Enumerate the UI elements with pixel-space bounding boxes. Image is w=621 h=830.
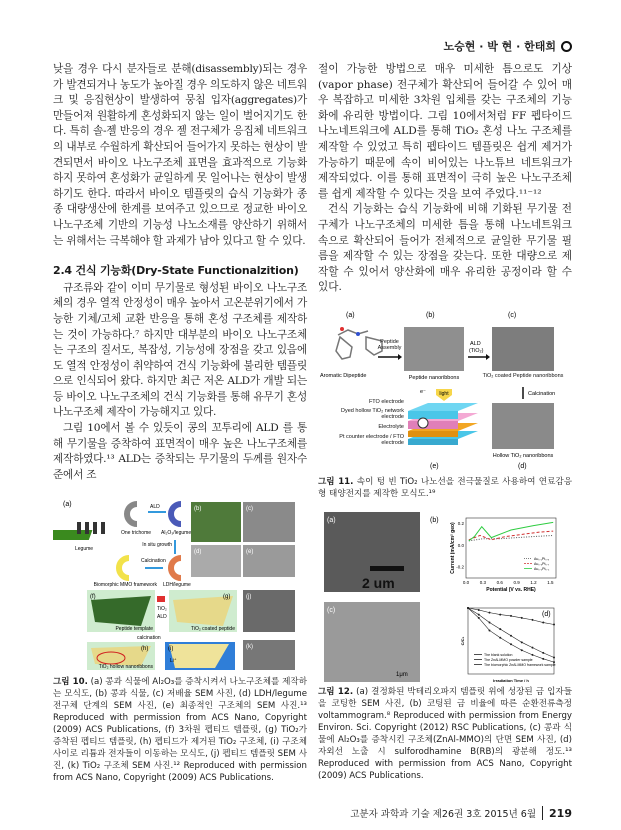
data-point <box>467 607 469 609</box>
caption-text: (a) 콩과 식물에 Al₂O₃를 증착시켜서 나노구조체를 제작하는 모식도, (b) 콩과 식물, (c) 저배율 SEM 사진, (d) LDH/legume 전구체 단계의 SEM 사진, (e) 최종적인 구조체의 SEM 사진.¹³ Reproduced with permission from ACS Nano, Copyright (2009) ACS Publications, (f) 3차원 펩티드 템플릿, (g) TiO₂가 증착된 펩티드 템플릿, (h) 펩티드가 제거된 TiO₂ 구조체, (i) 구조체 사이로 리튬과 전자들이 이동하는 모식도, (j) 펩티드 템플릿 SEM 사진, (k) TiO₂ 구조체 SEM 사진.¹² Reproduced with permission from ACS Nano, Copyright (2009) ACS Publications. <box>53 677 307 783</box>
label-peptide-assembly: Peptide Assembly <box>377 339 402 352</box>
y-tick-label: -0.2 <box>456 564 464 570</box>
left-column <box>53 62 307 483</box>
label-calcination: Calcination <box>528 391 556 397</box>
page-number: 219 <box>549 806 572 820</box>
y-tick-label: 0.2 <box>457 520 464 526</box>
sem-image-d <box>492 403 554 449</box>
panel-label: (h) <box>141 646 149 652</box>
data-point <box>542 652 544 654</box>
caption-label: 그림 11. <box>318 477 354 487</box>
figure-10-panels-f-k <box>87 590 295 670</box>
data-point <box>542 622 544 624</box>
data-point <box>521 649 523 651</box>
panel-label: (e) <box>430 463 439 470</box>
label-dyed: Dyed hollow TiO₂ network electrode <box>341 408 404 421</box>
label-fto: FTO electrode <box>368 399 404 405</box>
label-calcination: Calcination <box>141 558 166 564</box>
x-axis-label: Irradiation Time / h <box>493 678 529 682</box>
x-axis-label: Potential (V vs. RHE) <box>486 587 536 593</box>
y-axis-label: Current (mA/cm² geo) <box>450 522 456 574</box>
x-tick-label: 0.3 <box>479 580 487 585</box>
figure-10-caption <box>53 676 307 784</box>
panel-label: (c) <box>508 312 517 319</box>
legend-entry: Au₀.₃Pt₀.₇ <box>534 562 550 566</box>
data-point <box>510 615 512 617</box>
figure-12 <box>318 510 572 682</box>
x-tick-label: 0.6 <box>496 580 503 585</box>
data-point <box>532 619 534 621</box>
label-tio2-coated: TiO₂ coated peptide <box>190 626 235 632</box>
figure-11-caption <box>318 476 572 500</box>
x-tick-label: 0.9 <box>513 580 520 585</box>
scale-bar-label: 1μm <box>396 672 408 678</box>
data-point <box>499 637 501 639</box>
series-line <box>469 535 553 540</box>
caption-text: 속이 텅 빈 TiO₂ 나노선을 전극물질로 사용하여 연료감응형 태양전지를 제작한 모식도.¹⁹ <box>318 477 572 499</box>
x-tick-label: 1.5 <box>547 580 554 585</box>
ring-icon <box>561 41 572 52</box>
data-point <box>499 628 501 630</box>
figure-12-chart-d <box>460 607 556 682</box>
label-hollow: Hollow TiO₂ nanoribbons <box>492 453 554 459</box>
dssc-schematic <box>408 389 478 445</box>
data-point <box>532 654 534 656</box>
legend-entry: Au₀.₅Pt₀.₅ <box>534 567 550 571</box>
x-tick-label: 1.2 <box>530 580 537 585</box>
panel-label: (f) <box>90 594 96 600</box>
label-in-situ: In situ growth <box>142 542 172 548</box>
sem-image-c <box>492 327 554 371</box>
label-tio2-hollow: TiO₂ hollow nanoribbons <box>98 664 153 670</box>
figure-12-panel-a <box>324 512 420 592</box>
panel-label: (d) <box>542 611 551 618</box>
label-nanoribbons: Peptide nanoribbons <box>408 375 460 381</box>
label-one-trichome: One trichome <box>121 530 152 536</box>
data-point <box>553 624 555 626</box>
label-ldh-legume: LDH/legume <box>163 582 191 588</box>
legend-entry: The blank solution <box>484 653 513 657</box>
data-point <box>489 612 491 614</box>
label-ald: ALD <box>150 504 160 510</box>
data-point <box>542 658 544 660</box>
paragraph: 건식 기능화는 습식 기능화에 비해 기화된 무기물 전구체가 나노구조체의 미세한 틈을 통해 나노네트워크 속으로 확산되어 들어가 전체적으로 균일한 무기물 필름을 제작할 수 있는 장점을 갖는다. 또한 대량으로 제작할 수 있어서 양산화에 매우 유리한 공정이라 할 수 있다. <box>318 203 572 294</box>
figure-10 <box>53 490 307 670</box>
data-point <box>510 643 512 645</box>
figure-10-photos <box>191 502 295 577</box>
legend-entry: Au₀.₁Pt₀.₉ <box>534 557 550 561</box>
legend-entry: The ZnAl-MMO powder sample <box>484 658 533 662</box>
data-point <box>521 617 523 619</box>
panel-label: (g) <box>223 594 231 600</box>
caption-text: (a) 결정화된 박테리오파지 템플릿 위에 성장된 금 입자들을 코팅한 SEM 사진, (b) 코팅된 금 비율에 따른 순환전류측정 voltammogram.⁸ Reproduced with permission from Energy Environ. Sci. Copyright (2012) RSC Publications, (c) 콩과 식물에 Al₂O₃를 증착시킨 구조체(ZnAl-MMO)의 단면 SEM 사진, (d) 자외선 노출 시 sulforodhamine B(RB)의 광분해 정도.¹³ Reproduced with permission from ACS Nano, Copyright (2009) ACS Publications. <box>318 687 573 781</box>
paragraph: 그림 10에서 볼 수 있듯이 콩의 꼬투리에 ALD 를 통해 무기물을 증착하여 표면적이 매우 높은 나노구조체를 제작하였다.¹³ ALD는 증착되는 무기물의 두께를 원자수준에서 조 <box>53 422 307 481</box>
panel-label: (a) <box>346 312 355 319</box>
sem-image-b <box>404 327 464 371</box>
series-line <box>469 522 553 541</box>
data-point <box>478 617 480 619</box>
data-point <box>489 622 491 624</box>
label-biomorphic: Biomorphic MMO framework <box>93 582 157 588</box>
data-point <box>489 629 491 631</box>
panel-label: (j) <box>246 594 252 600</box>
label-pt: Pt counter electrode / FTO electrode <box>339 434 404 447</box>
paragraph: 낮을 경우 다시 분자들로 분해(disassembly)되는 경우가 발견되거나 농도가 높아질 경우 의도하지 않은 네트워크 및 응집현상이 발생하여 뭉침 입자(aggregates)가 만들어져 원활하게 혼성화되지 않는 일이 벌어지기도 한다. 특히 솔-젤 반응의 경우 젤 전구체가 응집체 네트워크의 내부로 수월하게 확산되어 들어가지 못하는 현상이 발견되면서 바이오 나노구조체 표면을 효과적으로 기능화하지 못하여 혼성화가 균일하게 못 일어나는 현상이 발생하기도 한다. 따라서 바이오 템플릿의 습식 기능화가 종종 대량생산에 한계를 보여주고 있으므로 정교한 바이오 나노구조체 기반의 기능성 나노소재를 양산하기 위해서는 위해서는 극복해야 할 과제가 남아 있다고 할 수 있다. <box>53 63 307 247</box>
panel-label: (d) <box>518 463 527 470</box>
divider <box>542 806 543 820</box>
caption-label: 그림 12. <box>318 687 354 697</box>
figure-11 <box>318 305 572 470</box>
label-tio2: (TiO₂) <box>469 348 484 354</box>
right-column <box>318 62 572 296</box>
paragraph: 절이 가능한 방법으로 매우 미세한 틈으로도 기상(vapor phase) 전구체가 확산되어 들어갈 수 있어 매우 복잡하고 미세한 3차원 입체를 갖는 구조체의 기능화에 유리한 방법이다. 그림 10에서처럼 FF 펩타이드 나노네트워크에 ALD를 통해 TiO₂ 혼성 나노 구조체를 제작할 수 있었고 특히 펩타이드 템플릿은 쉽게 제거가 가능하기 때문에 속이 비어있는 나노튜브 네트워크가 제작되었다. 이를 통해 표면적이 극히 높은 나노구조체를 쉽게 제작할 수 있다는 것을 보여 주었다.¹¹⁻¹² <box>318 63 572 200</box>
label-coated: TiO₂ coated Peptide nanoribbons <box>482 373 564 379</box>
label-tio2: TiO₂ <box>157 606 167 612</box>
y-tick-label: 0.0 <box>457 542 464 548</box>
label-aromatic: Aromatic Dipeptide <box>320 373 367 379</box>
label-ald: ALD <box>157 614 167 620</box>
legend-entry: The biomorphic ZnAl-MMO framework sample <box>484 663 556 667</box>
y-axis-label: C/C₀ <box>460 636 465 646</box>
data-point <box>553 657 555 659</box>
figure-12-chart-b <box>450 518 556 593</box>
running-head-authors: 노승현 · 박 현 · 한태희 <box>443 40 556 53</box>
svg-text:(e): (e) <box>246 549 254 555</box>
data-point <box>478 609 480 611</box>
figure-12-caption <box>318 686 572 782</box>
data-point <box>499 614 501 616</box>
caption-label: 그림 10. <box>53 677 88 687</box>
running-head <box>443 38 572 54</box>
panel-label: (b) <box>430 517 439 524</box>
label-li: Li⁺ <box>170 658 177 664</box>
data-point <box>521 641 523 643</box>
scale-bar-label: 2 um <box>362 575 395 591</box>
svg-text:(d): (d) <box>194 549 202 555</box>
data-point <box>478 614 480 616</box>
panel-label: (i) <box>168 646 174 652</box>
svg-text:(c): (c) <box>246 506 253 512</box>
section-heading: 2.4 건식 기능화(Dry-State Functionalzition) <box>53 264 299 278</box>
data-point <box>510 635 512 637</box>
label-electrolyte: Electrolyte <box>378 424 404 430</box>
figure-12-panel-c <box>324 602 420 682</box>
journal-issue: 고분자 과학과 기술 제26권 3호 2015년 6월 <box>350 809 537 820</box>
figure-10-panel-a <box>53 501 191 588</box>
label-legume: Legume <box>75 546 94 552</box>
panel-label: (b) <box>426 312 435 319</box>
panel-label: (c) <box>327 607 336 614</box>
data-point <box>532 647 534 649</box>
x-tick-label: 0.0 <box>462 580 470 585</box>
page-footer <box>350 806 572 820</box>
panel-label: (a) <box>327 517 336 524</box>
svg-text:(b): (b) <box>194 506 202 512</box>
label-ald: ALD <box>470 341 481 347</box>
label-al2o3-legume: Al₂O₃/legume <box>161 530 192 536</box>
paragraph: 규조류와 같이 이미 무기물로 형성된 바이오 나노구조체의 경우 열적 안정성이 매우 높아서 고온분위기에서 가능한 기체/고체 교환 반응을 통해 혼성 구조체를 제작하는 것이 가능하다.⁷ 하지만 대부분의 바이오 나노구조체는 구조의 질서도, 복잡성, 기능성에 장점을 갖고 있음에도 열적 안정성이 취약하여 건식 기능화에 불리한 템플릿으로 인식되어 왔다. 하지만 최근 저온 ALD가 개발 되는 등 바이오 나노구조체의 건식 기능화를 통해 유무기 혼성 나노구조체 제작이 가능해지고 있다. <box>53 281 307 419</box>
label-calcination: calcination <box>137 635 161 641</box>
panel-label: (a) <box>63 501 72 508</box>
label-electron: e⁻ <box>420 389 426 395</box>
label-peptide-template: Peptide template <box>115 626 153 632</box>
label-light: light <box>439 391 449 397</box>
panel-label: (k) <box>246 644 253 650</box>
